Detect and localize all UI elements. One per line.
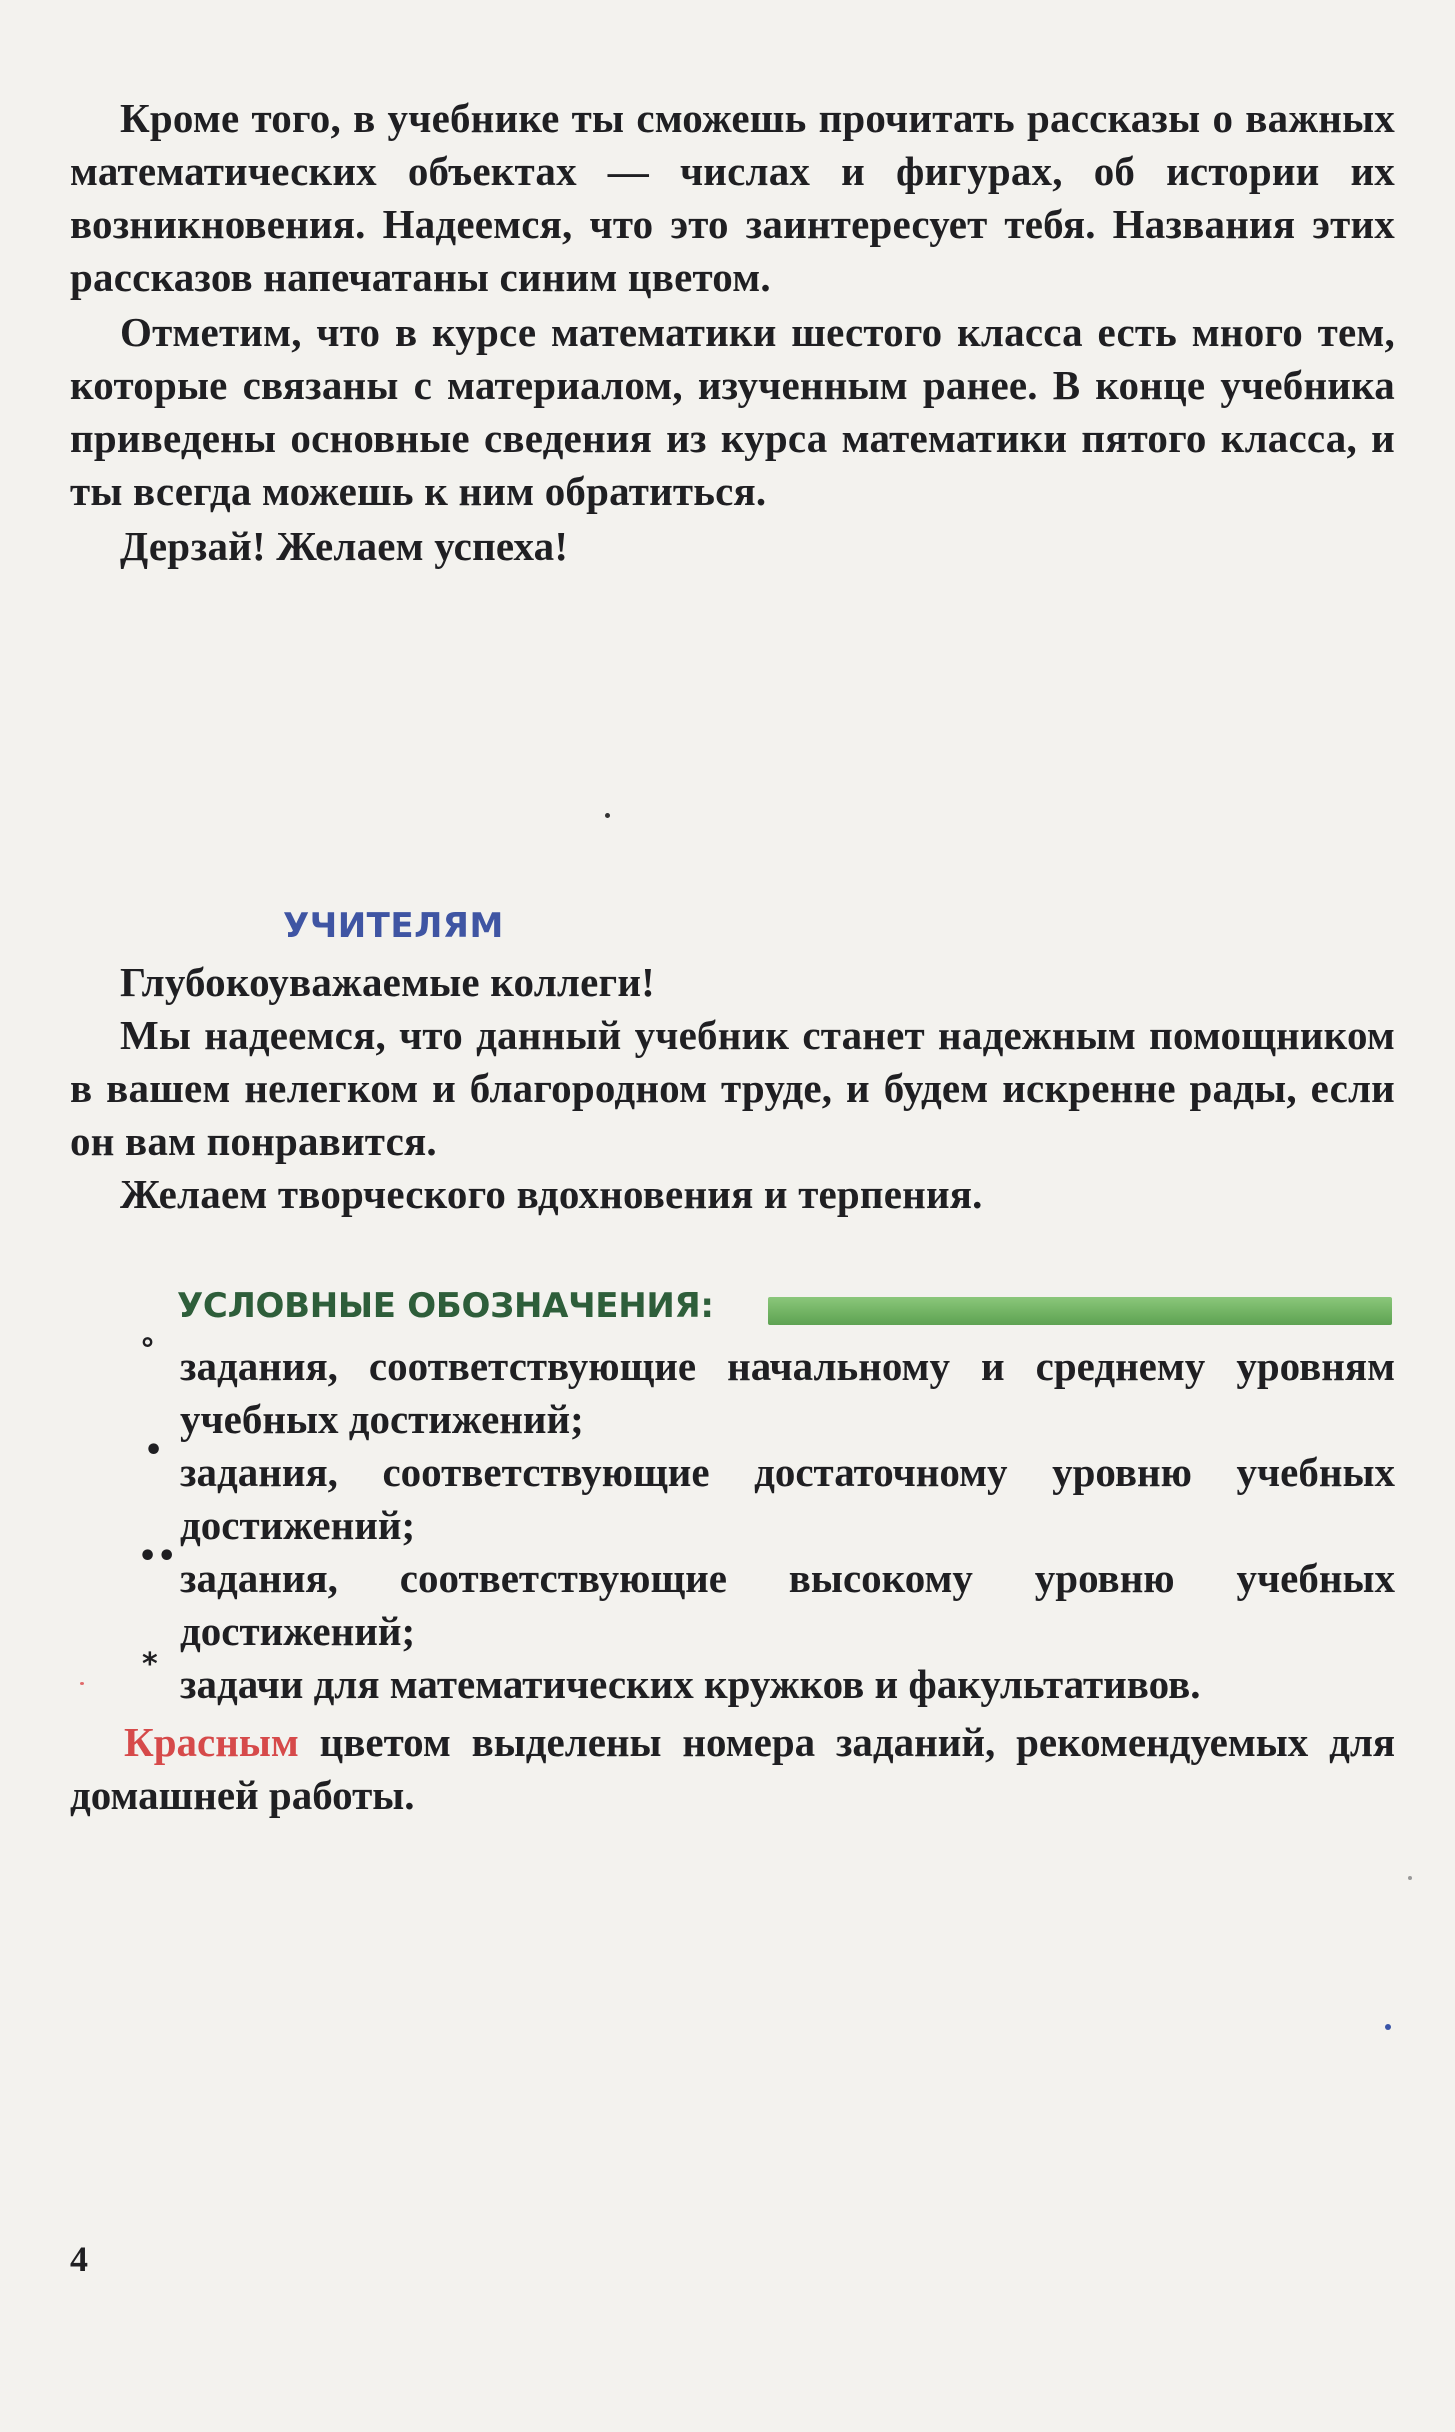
- legend-item: [70, 1539, 1395, 1658]
- print-speck: [1408, 1876, 1412, 1880]
- red-highlight-word: Красным: [124, 1719, 299, 1765]
- print-speck: [1385, 2024, 1391, 2030]
- legend-item: [70, 1433, 1395, 1552]
- level-marker: ••: [138, 1539, 177, 1574]
- legend-item-text: задания, соответствующие начальному и среднему уровням учебных достижений;: [180, 1343, 1395, 1442]
- legend-accent-bar: [768, 1297, 1392, 1325]
- teachers-section: [70, 956, 1395, 1221]
- print-speck: [605, 813, 610, 818]
- teachers-heading: УЧИТЕЛЯМ: [283, 906, 504, 946]
- legend-item-text: задания, соответствующие достаточному уровню учебных достижений;: [180, 1449, 1395, 1548]
- legend-item: [70, 1333, 1395, 1446]
- legend-item-text: задачи для математических кружков и факультативов.: [180, 1661, 1201, 1707]
- legend-list: [70, 1333, 1395, 1711]
- intro-section: [70, 92, 1395, 573]
- legend-heading: УСЛОВНЫЕ ОБОЗНАЧЕНИЯ:: [177, 1286, 714, 1326]
- level-marker: °: [140, 1333, 155, 1368]
- legend-item-text: задания, соответствующие высокому уровню учебных достижений;: [180, 1555, 1395, 1654]
- level-marker: •: [144, 1433, 164, 1468]
- teachers-paragraph: Глубокоуважаемые коллеги!: [120, 959, 655, 1005]
- teachers-paragraph: Мы надеемся, что данный учебник станет надежным помощником в вашем нелегком и благородном труде, и будем искренне рады, если он вам понравится.: [70, 1012, 1395, 1164]
- intro-paragraph: Кроме того, в учебнике ты сможешь прочитать рассказы о важных математических объектах — числах и фигурах, об истории их возникновения. Надеемся, что это заинтересует тебя. Названия этих рассказов напечатаны синим цветом.: [70, 95, 1395, 300]
- print-speck: [80, 1682, 84, 1685]
- homework-note: [70, 1716, 1395, 1822]
- page-number: 4: [70, 2239, 88, 2279]
- level-marker: *: [142, 1647, 158, 1682]
- legend-item: [70, 1647, 1395, 1711]
- teachers-paragraph: Желаем творческого вдохновения и терпения.: [120, 1171, 983, 1217]
- intro-paragraph: Дерзай! Желаем успеха!: [120, 523, 569, 569]
- homework-note-text: цветом выделены номера заданий, рекомендуемых для домашней работы.: [70, 1719, 1395, 1818]
- intro-paragraph: Отметим, что в курсе математики шестого класса есть много тем, которые связаны с материалом, изученным ранее. В конце учебника приведены основные сведения из курса математики пятого класса, и ты всегда можешь к ним обратиться.: [70, 309, 1395, 514]
